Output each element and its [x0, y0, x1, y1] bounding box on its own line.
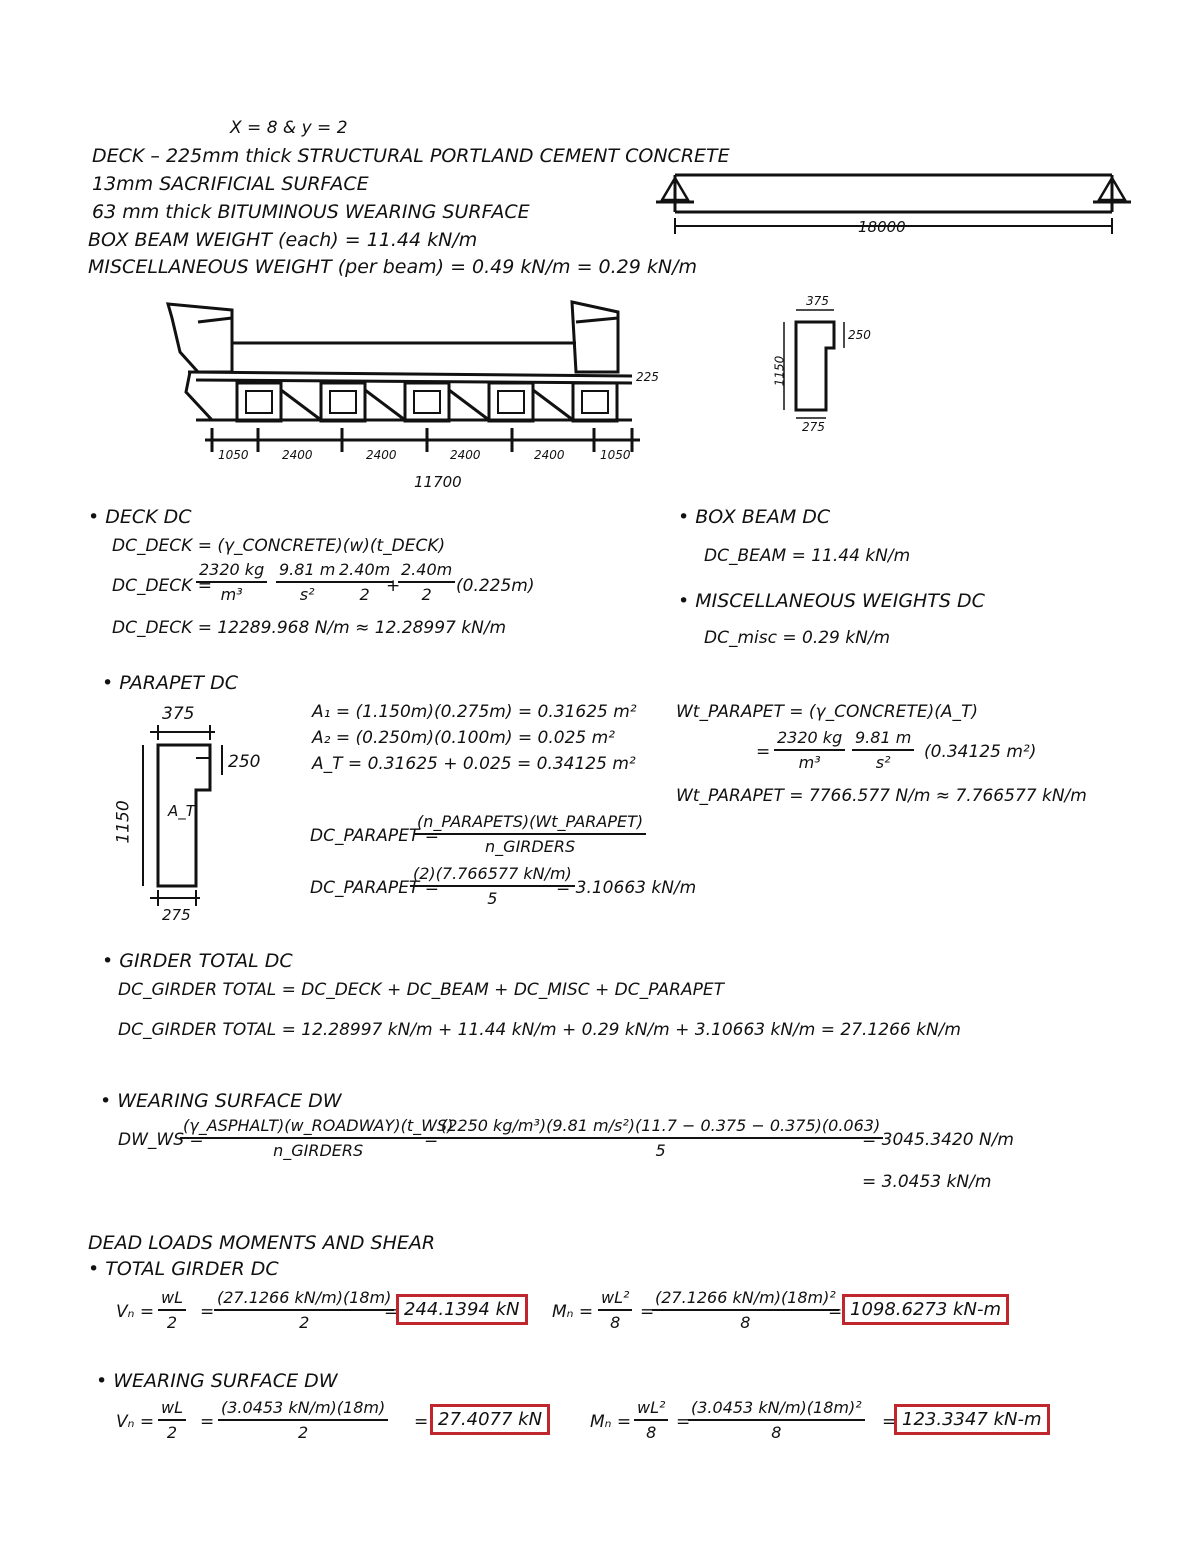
parapet-small-bottom: 275	[802, 420, 825, 434]
section-dim-6: 1050	[600, 448, 631, 462]
moment-result-dc: 1098.6273 kN-m	[842, 1294, 1009, 1325]
parapet-dc-value-fraction: $\frac{(2)(7.766577 kN/m)}{5}$	[410, 864, 575, 908]
deck-gravity-fraction: $\frac{9.81 m}{\text{s²}}$	[276, 560, 338, 604]
parapet-fig-top-dim: 375	[162, 704, 195, 724]
moment-result-dw: 123.3347 kN-m	[894, 1404, 1050, 1435]
deck-width-fraction-2: $\frac{2.40m}{2}$	[398, 560, 455, 604]
box-beam-weight-note: BOX BEAM WEIGHT (each) = 11.44 kN/m	[88, 229, 478, 251]
section-total-width: 11700	[414, 473, 462, 491]
section-dim-2: 2400	[282, 448, 313, 462]
parapet-density-fraction: $\frac{2320 kg}{\text{m³}}$	[774, 728, 845, 772]
misc-dc-title: • MISCELLANEOUS WEIGHTS DC	[678, 590, 985, 612]
equals-sign-6: =	[828, 1302, 843, 1322]
total-girder-dc-title: • TOTAL GIRDER DC	[88, 1258, 279, 1280]
section-dim-4: 2400	[450, 448, 481, 462]
parapet-fig-area-label: A_T	[168, 802, 195, 820]
parapet-area-total: A_T = 0.31625 + 0.025 = 0.34125 m²	[312, 754, 636, 774]
bridge-section-sketch	[168, 302, 640, 452]
wearing-surface-note: 63 mm thick BITUMINOUS WEARING SURFACE	[92, 201, 530, 223]
beam-span-label: 18000	[858, 218, 906, 236]
equals-sign-5: =	[640, 1302, 655, 1322]
wearing-dw-title: • WEARING SURFACE DW	[100, 1090, 342, 1112]
deck-dc-result: DC_DECK = 12289.968 N/m ≈ 12.28997 kN/m	[112, 618, 507, 638]
wearing-dw-formula-fraction: (γ_ASPHALT)(w_ROADWAY)(t_WS) n_GIRDERS	[180, 1116, 456, 1160]
deck-thickness-label: 225	[636, 370, 659, 384]
parapet-fig-height-dim: 1150	[113, 800, 134, 844]
misc-weight-note: MISCELLANEOUS WEIGHT (per beam) = 0.49 kN/m = 0.29 kN/m	[88, 256, 697, 278]
parapet-dc-result: = 3.10663 kN/m	[556, 878, 697, 898]
xy-note: X = 8 & y = 2	[230, 118, 348, 138]
deck-dc-eq2-prefix: DC_DECK =	[112, 576, 212, 596]
shear-formula-dc: $\frac{wL}{2}$	[158, 1288, 186, 1332]
parapet-small-notch: 250	[848, 328, 871, 342]
parapet-dc-eq2-prefix: DC_PARAPET =	[310, 878, 439, 898]
deck-thickness-term: (0.225m)	[456, 576, 535, 596]
equals-sign: =	[756, 742, 771, 762]
parapet-dc-formula-fraction: (n_PARAPETS)(Wt_PARAPET) n_GIRDERS	[414, 812, 646, 856]
box-beam-dc-eq: DC_BEAM = 11.44 kN/m	[704, 546, 911, 566]
equals-sign-4: =	[384, 1302, 399, 1322]
wearing-dw-value-fraction: $\frac{\text{(2250 kg/m³)(9.81 m/s²)(11.7 − 0.375 − 0.375)(0.063)}}{5}$	[438, 1116, 883, 1160]
wearing-surface-dw-title: • WEARING SURFACE DW	[96, 1370, 338, 1392]
dead-loads-title: DEAD LOADS MOMENTS AND SHEAR	[88, 1232, 436, 1254]
equals-sign-7: =	[200, 1412, 215, 1432]
equals-sign-3: =	[200, 1302, 215, 1322]
moment-label-dw: Mₙ =	[590, 1412, 632, 1432]
moment-formula-dc: $\frac{\text{wL²}}{8}$	[598, 1288, 632, 1332]
girder-total-title: • GIRDER TOTAL DC	[102, 950, 293, 972]
parapet-dc-title: • PARAPET DC	[102, 672, 238, 694]
parapet-fig-bottom-dim: 275	[162, 906, 191, 924]
parapet-small-top: 375	[806, 294, 829, 308]
shear-result-dw: 27.4077 kN	[430, 1404, 550, 1435]
parapet-area-1: A₁ = (1.150m)(0.275m) = 0.31625 m²	[312, 702, 637, 722]
moment-label-dc: Mₙ =	[552, 1302, 594, 1322]
parapet-area-term: (0.34125 m²)	[924, 742, 1037, 762]
deck-width-fraction-1: $\frac{2.40m}{2}$	[336, 560, 393, 604]
girder-total-eq2: DC_GIRDER TOTAL = 12.28997 kN/m + 11.44 kN/m + 0.29 kN/m + 3.10663 kN/m = 27.1266 kN/m	[118, 1020, 961, 1040]
wearing-dw-result-kn: = 3.0453 kN/m	[862, 1172, 992, 1192]
deck-density-fraction: $\frac{2320 kg}{\text{m³}}$	[196, 560, 267, 604]
deck-dc-eq1: DC_DECK = (γ_CONCRETE)(w)(t_DECK)	[112, 536, 446, 556]
shear-values-dw: $\frac{(3.0453 kN/m)(18m)}{2}$	[218, 1398, 388, 1442]
plus-sign: +	[386, 576, 401, 596]
deck-description: DECK – 225mm thick STRUCTURAL PORTLAND CEMENT CONCRETE	[92, 145, 730, 167]
shear-values-dc: $\frac{(27.1266 kN/m)(18m)}{2}$	[214, 1288, 394, 1332]
moment-values-dc: $\frac{\text{(27.1266 kN/m)(18m)²}}{8}$	[652, 1288, 839, 1332]
misc-dc-eq: DC_misc = 0.29 kN/m	[704, 628, 891, 648]
parapet-weight-result: Wt_PARAPET = 7766.577 N/m ≈ 7.766577 kN/m	[676, 786, 1087, 806]
box-beam-dc-title: • BOX BEAM DC	[678, 506, 831, 528]
girder-total-eq1: DC_GIRDER TOTAL = DC_DECK + DC_BEAM + DC_MISC + DC_PARAPET	[118, 980, 724, 1000]
parapet-fig-notch-dim: 250	[228, 752, 261, 772]
wearing-dw-result-n: = 3045.3420 N/m	[862, 1130, 1014, 1150]
section-dim-5: 2400	[534, 448, 565, 462]
parapet-dc-eq1-prefix: DC_PARAPET =	[310, 826, 439, 846]
parapet-area-2: A₂ = (0.250m)(0.100m) = 0.025 m²	[312, 728, 615, 748]
wearing-dw-prefix: DW_WS =	[118, 1130, 204, 1150]
parapet-weight-eq1: Wt_PARAPET = (γ_CONCRETE)(A_T)	[676, 702, 978, 722]
equals-sign-2: =	[424, 1130, 439, 1150]
equals-sign-9: =	[676, 1412, 691, 1432]
sacrificial-surface-note: 13mm SACRIFICIAL SURFACE	[92, 173, 369, 195]
shear-formula-dw: $\frac{wL}{2}$	[158, 1398, 186, 1442]
shear-label-dw: Vₙ =	[116, 1412, 155, 1432]
section-dim-3: 2400	[366, 448, 397, 462]
parapet-detail-small	[784, 310, 844, 418]
equals-sign-8: =	[414, 1412, 429, 1432]
parapet-gravity-fraction: $\frac{9.81 m}{\text{s²}}$	[852, 728, 914, 772]
moment-formula-dw: $\frac{\text{wL²}}{8}$	[634, 1398, 668, 1442]
deck-dc-title: • DECK DC	[88, 506, 192, 528]
section-dim-1: 1050	[218, 448, 249, 462]
shear-result-dc: 244.1394 kN	[396, 1294, 528, 1325]
moment-values-dw: $\frac{\text{(3.0453 kN/m)(18m)²}}{8}$	[688, 1398, 865, 1442]
equals-sign-10: =	[882, 1412, 897, 1432]
parapet-small-height: 1150	[772, 355, 787, 387]
shear-label-dc: Vₙ =	[116, 1302, 155, 1322]
